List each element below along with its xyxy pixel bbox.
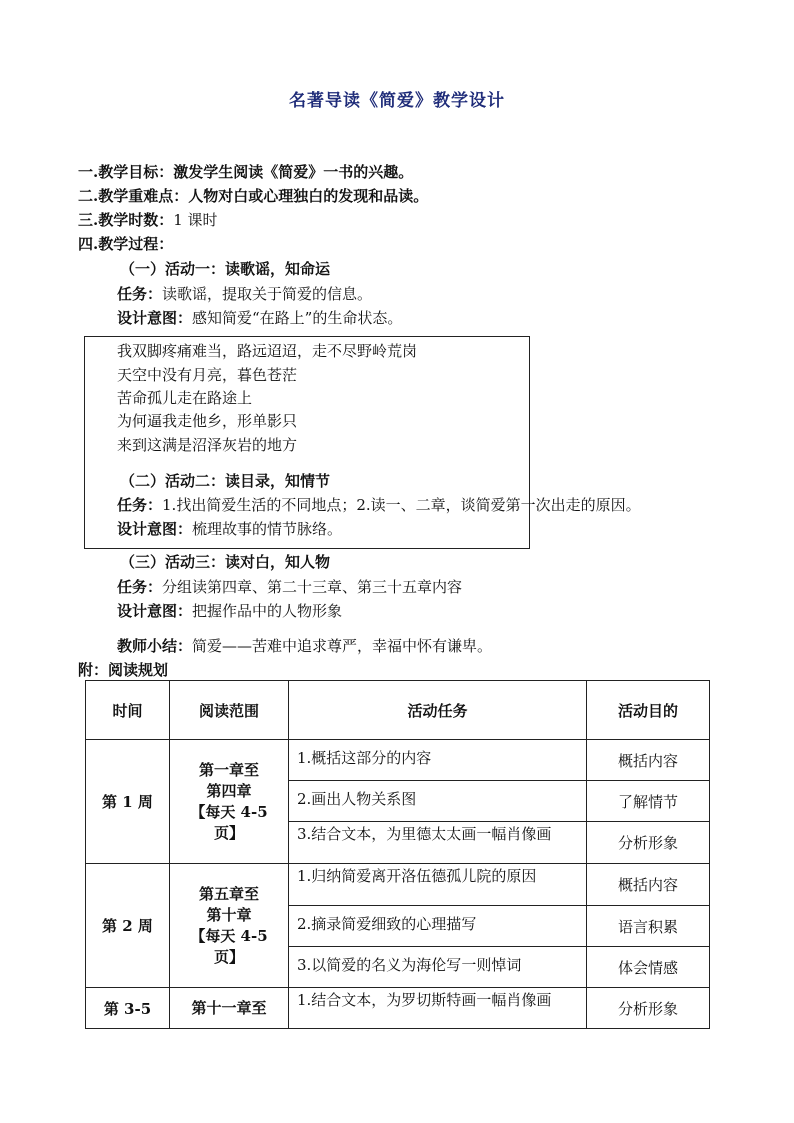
range-line: 第十一章至	[191, 998, 267, 1017]
range-line: 第十章	[206, 905, 252, 924]
range-line: 页】	[213, 947, 244, 966]
ballad-line: 我双脚疼痛难当，路远迢迢，走不尽野岭荒岗	[117, 342, 418, 360]
task-cell	[289, 822, 587, 864]
range-cell	[170, 864, 289, 988]
ballad-line: 为何逼我走他乡，形单影只	[117, 412, 298, 430]
goal-cell: 分析形象	[587, 822, 710, 864]
objective-label: 一.教学目标：	[78, 163, 174, 181]
activity3-intent	[117, 601, 342, 621]
activity1-task-text: 读歌谣，提取关于简爱的信息。	[162, 285, 373, 303]
activity1-title: （一）活动一：读歌谣，知命运	[120, 260, 331, 278]
period-cell: 第 1 周	[86, 740, 170, 864]
hours-text: 1 课时	[173, 211, 218, 229]
activity1-intent	[117, 308, 402, 328]
range-line: 第五章至	[198, 884, 259, 903]
table-row	[86, 864, 710, 906]
header-cell: 时间	[86, 681, 170, 740]
activity1-task	[117, 284, 372, 304]
goal-cell: 语言积累	[587, 906, 710, 947]
goal-cell: 体会情感	[587, 947, 710, 988]
activity3-task	[117, 577, 462, 597]
hours-label: 三.教学时数：	[78, 211, 174, 229]
activity1-intent-text: 感知简爱“在路上”的生命状态。	[192, 309, 403, 327]
difficulty-text: 人物对白或心理独白的发现和品读。	[188, 187, 429, 205]
range-line: 页】	[213, 823, 244, 842]
teacher-summary	[117, 636, 492, 656]
goal-cell: 分析形象	[587, 988, 710, 1029]
activity3-title: （三）活动三：读对白，知人物	[120, 553, 331, 571]
page-title: 名著导读《简爱》教学设计	[289, 91, 505, 111]
objective-line	[78, 162, 413, 182]
activity1-task-label: 任务：	[117, 285, 163, 303]
range-cell	[170, 740, 289, 864]
task-text: 1.概括这部分的内容	[297, 749, 432, 767]
task-cell	[289, 781, 587, 822]
activity2-intent-label: 设计意图：	[117, 520, 193, 538]
process-heading: 四.教学过程：	[78, 235, 174, 253]
activity3-task-text: 分组读第四章、第二十三章、第三十五章内容	[162, 578, 463, 596]
appendix-heading: 附：阅读规划	[78, 661, 169, 679]
range-line: 第四章	[206, 781, 252, 800]
task-cell	[289, 864, 587, 906]
activity2-intent-text: 梳理故事的情节脉络。	[192, 520, 343, 538]
hours-line	[78, 210, 218, 230]
task-cell	[289, 740, 587, 781]
range-line: 第一章至	[198, 760, 259, 779]
activity3-task-label: 任务：	[117, 578, 163, 596]
activity2-title: （二）活动二：读目录，知情节	[120, 472, 331, 490]
period-cell: 第 3-5	[86, 988, 170, 1029]
table-row	[86, 740, 710, 781]
difficulty-label: 二.教学重难点：	[78, 187, 189, 205]
range-line: 【每天 4-5	[190, 926, 268, 945]
task-text: 2.摘录简爱细致的心理描写	[297, 915, 477, 933]
period-cell: 第 2 周	[86, 864, 170, 988]
activity3-intent-text: 把握作品中的人物形象	[192, 602, 343, 620]
ballad-line: 天空中没有月亮，暮色苍茫	[117, 366, 298, 384]
range-cell	[170, 988, 289, 1029]
task-cell	[289, 988, 587, 1029]
goal-cell: 概括内容	[587, 740, 710, 781]
range-line: 【每天 4-5	[190, 802, 268, 821]
goal-cell: 概括内容	[587, 864, 710, 906]
table-row	[86, 988, 710, 1029]
ballad-line: 来到这满是沼泽灰岩的地方	[117, 436, 298, 454]
ballad-line: 苦命孤儿走在路途上	[117, 389, 253, 407]
task-text: 2.画出人物关系图	[297, 790, 417, 808]
activity2-task	[117, 495, 641, 515]
task-text: 3.以简爱的名义为海伦写一则悼词	[297, 956, 522, 974]
header-cell: 活动目的	[587, 681, 710, 740]
summary-text: 简爱——苦难中追求尊严，幸福中怀有谦卑。	[192, 637, 493, 655]
reading-plan-table	[85, 680, 710, 1029]
header-cell: 活动任务	[289, 681, 587, 740]
objective-text: 激发学生阅读《简爱》一书的兴趣。	[173, 163, 414, 181]
task-cell	[289, 947, 587, 988]
task-text: 1.结合文本，为罗切斯特画一幅肖像画	[297, 991, 552, 1009]
activity1-intent-label: 设计意图：	[117, 309, 193, 327]
task-text: 3.结合文本，为里德太太画一幅肖像画	[297, 825, 552, 843]
table-header-row	[86, 681, 710, 740]
difficulty-line	[78, 186, 428, 206]
header-cell: 阅读范围	[170, 681, 289, 740]
goal-cell: 了解情节	[587, 781, 710, 822]
task-text: 1.归纳简爱离开洛伍德孤儿院的原因	[297, 867, 537, 885]
activity2-intent	[117, 519, 342, 539]
activity2-task-text: 1.找出简爱生活的不同地点；2.读一、二章，谈简爱第一次出走的原因。	[162, 496, 641, 514]
task-cell	[289, 906, 587, 947]
activity2-task-label: 任务：	[117, 496, 163, 514]
summary-label: 教师小结：	[117, 637, 193, 655]
activity3-intent-label: 设计意图：	[117, 602, 193, 620]
